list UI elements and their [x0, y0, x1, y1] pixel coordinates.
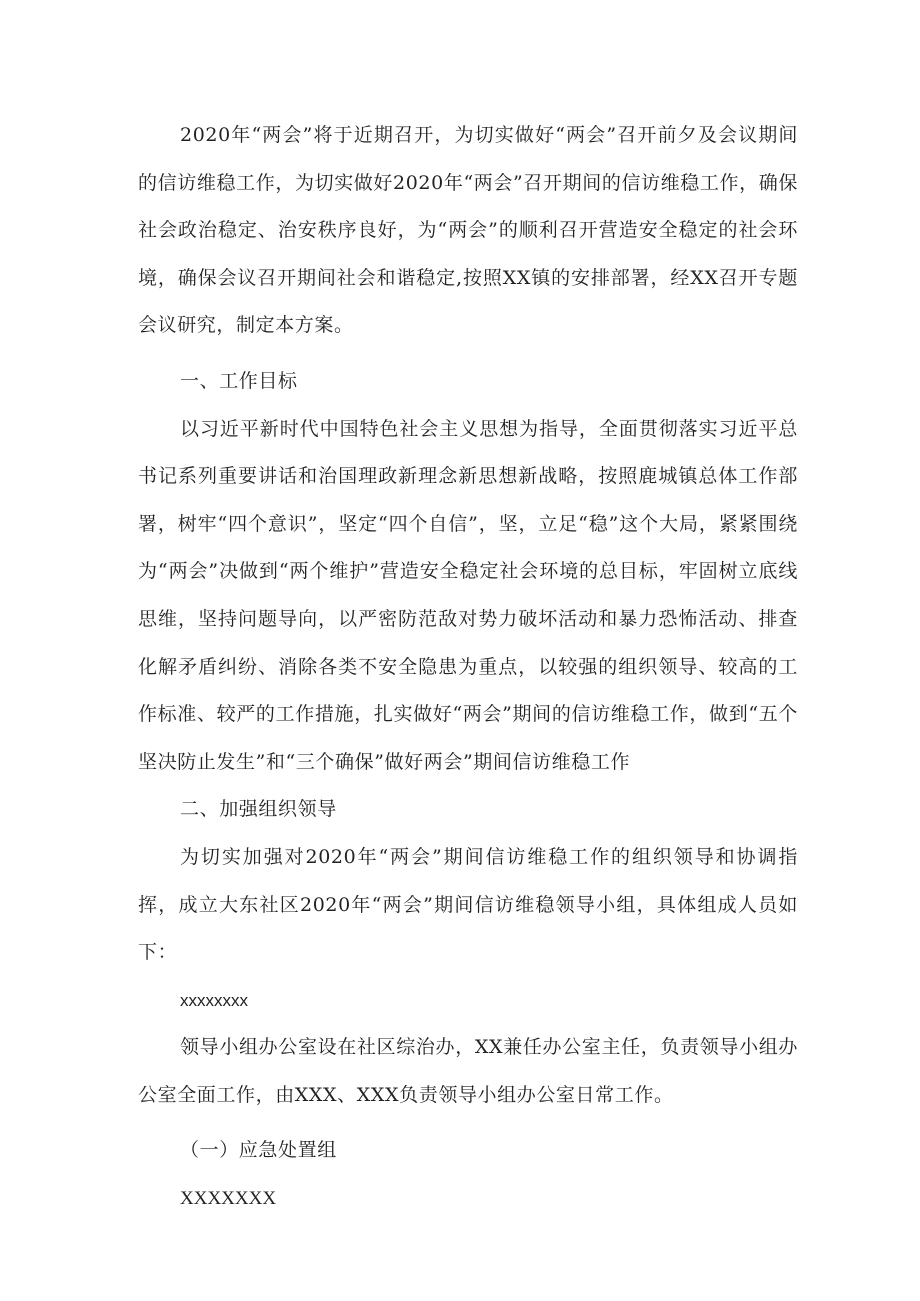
organization-paragraph: 为切实加强对2020年“两会”期间信访维稳工作的组织领导和协调指挥，成立大东社区2020年“两会”期间信访维稳领导小组，具体组成人员如下：: [138, 845, 798, 964]
work-goals-paragraph: 以习近平新时代中国特色社会主义思想为指导，全面贯彻落实习近平总书记系列重要讲话和治国理政新理念新思想新战略，按照鹿城镇总体工作部署，树牢“四个意识”，坚定“四个自信”，坚，立足“稳”这个大局，紧紧围绕为“两会”决做到“两个维护”营造安全稳定社会环境的总目标，牢固树立底线思维，坚持问题导向，以严密防范敌对势力破坏活动和暴力恐怖活动、排查化解矛盾纠纷、消除各类不安全隐患为重点，以较强的组织领导、较高的工作标准、较严的工作措施，扎实做好“两会”期间的信访维稳工作，做到“五个坚决防止发生”和“三个确保”做好两会”期间信访维稳工作: [138, 417, 798, 773]
document-body: [138, 112, 798, 1223]
members-placeholder: xxxxxxxx: [180, 990, 248, 1010]
intro-paragraph: 2020年“两会”将于近期召开，为切实做好“两会”召开前夕及会议期间的信访维稳工作，为切实做好2020年“两会”召开期间的信访维稳工作，确保社会政治稳定、治安秩序良好，为“两会”的顺利召开营造安全稳定的社会环境，确保会议召开期间社会和谐稳定,按照XX镇的安排部署，经XX召开专题会议研究，制定本方案。: [138, 124, 798, 337]
section-heading-organization: 二、加强组织领导: [180, 798, 337, 821]
subsection-heading-emergency: （一）应急处置组: [180, 1139, 337, 1162]
section-heading-work-goals: 一、工作目标: [180, 369, 298, 392]
emergency-members-placeholder: XXXXXXX: [180, 1188, 277, 1210]
office-paragraph: 领导小组办公室设在社区综治办，XX兼任办公室主任，负责领导小组办公室全面工作，由XXX、XXX负责领导小组办公室日常工作。: [138, 1036, 798, 1106]
